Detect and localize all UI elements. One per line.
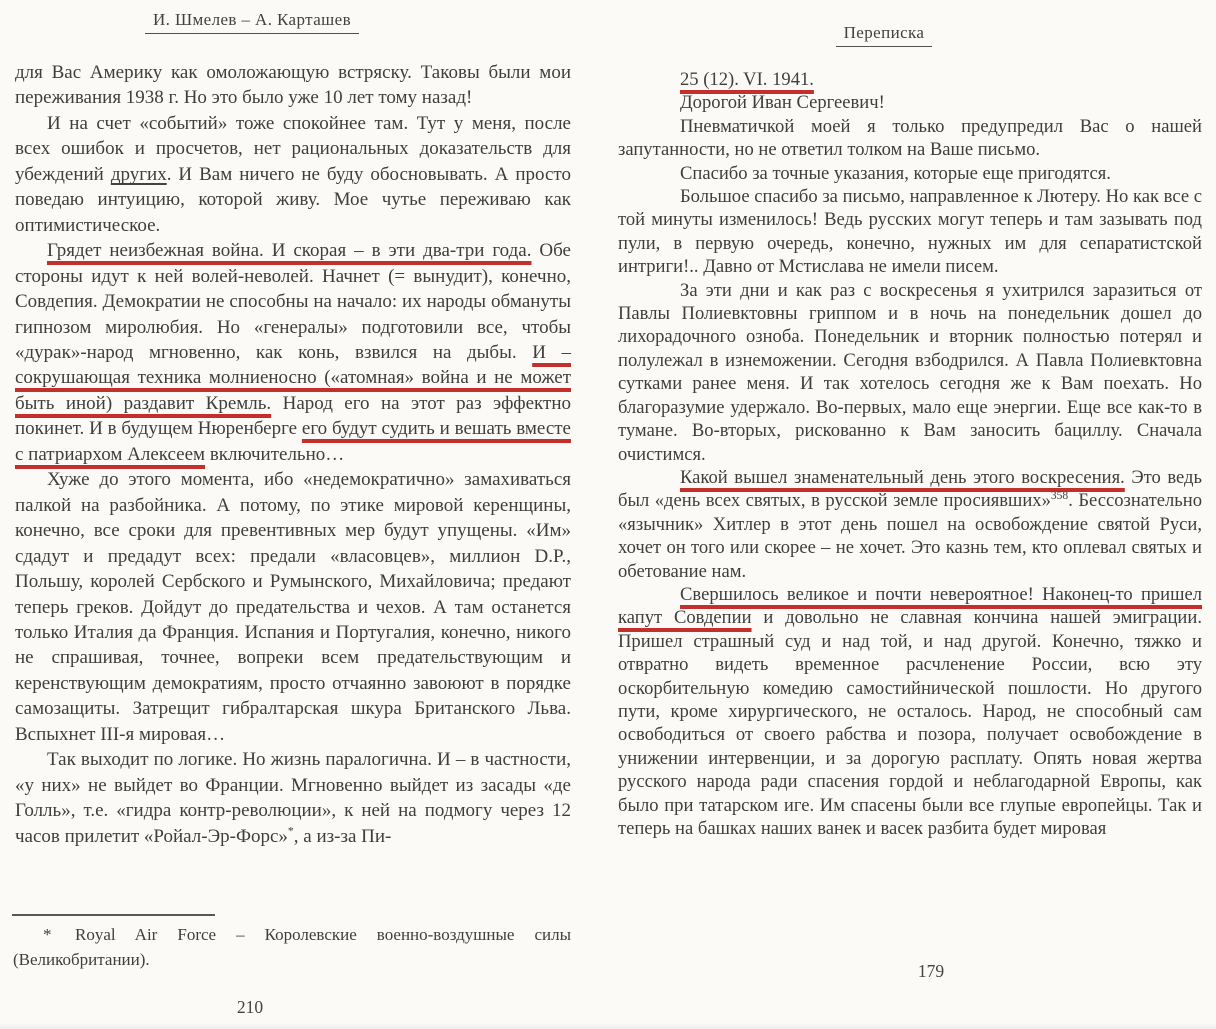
text-segment: За эти дни и как раз с воскресенья я ухитрился заразиться от Павлы Полиевктовны гриппом и в ночь на понедельник дошел до лихорадочного озноба. Понедельник и вторник полностью потерял и полулежал в изнеможении. Сегодня взбодрился. А Павла Полиевктовна сутками ранее меня. И так хотелось сегодня же к Вам поехать. Но благоразумие удержало. Во-первых, мало еще энергии. Еще все как-то в тумане. Во-вторых, рискованно к Вам заносить бациллу. Сначала очистимся. [618, 279, 1202, 465]
text-segment: Спасибо за точные указания, которые еще пригодятся. [680, 162, 1111, 184]
text-segment: Пневматичкой моей я только предупредил Вас о нашей запутанности, но не ответил толком на Ваше письмо. [618, 115, 1202, 161]
text-segment: , а из-за Пи- [293, 825, 392, 847]
text-segment: и довольно не славная кончина нашей эмиграции. Пришел страшный суд и над той, и над другой. Конечно, тяжко и отвратно видеть временное расчленение России, всю эту оскорбительную комедию самостийнической пошлости. Но другого пути, кроме хирургического, не осталось. Народ, не способный сам освободиться от своего рабства и позора, получает освобождение в унижении интервенции, и за дорогую расплату. Опять новая жертва русского народа ради спасения гордой и неблагодарной Европы, как было при татарском иге. Им спасены были все глупые европейцы. Так и теперь на башках наших ванек и васек разбита будет мировая [618, 607, 1202, 839]
paragraph [15, 747, 571, 849]
text-segment-black: других [110, 163, 167, 185]
text-segment: . И Вам ничего не буду обосновывать. А просто поведаю интуицию, которой живу. Мое чутье переживаю как оптимистическое. [15, 163, 571, 236]
paragraph [618, 115, 1202, 162]
text-segment: Народ его на этот раз эффектно покинет. И в будущем Нюренберге [15, 392, 571, 440]
paragraph [618, 279, 1202, 466]
paragraph [15, 238, 571, 467]
text-segment: Обе стороны идут к ней волей-неволей. Начнет (= вынудит), конечно, Совдепия. Демократии не способны на начало: их народы обмануты гипнозом миролюбия. Но «генералы» подготовили все, чтобы «дурак»-народ мгновенно, как конь, взвился на дыбы. [15, 240, 571, 363]
footnote [13, 922, 571, 972]
text-segment: . Бессознательно «язычник» Хитлер в этот день пошел на освобождение святой Руси, хочет он того или скорее – не хочет. Это казнь тем, кто оплевал святых и обетование нам. [618, 490, 1202, 582]
text-segment: включительно… [205, 443, 345, 465]
footnote-marker: * [43, 925, 52, 944]
page-right-body [618, 68, 1202, 840]
running-header-left-text: И. Шмелев – А. Карташев [145, 10, 359, 34]
text-segment: И на счет «событий» тоже спокойнее там. Тут у меня, после всех ошибок и просчетов, нет рациональных доказательств для убеждений [15, 112, 571, 185]
text-segment: Хуже до этого момента, ибо «недемократично» замахиваться палкой на разбойника. А потому, по этике мировой керенщины, конечно, все сроки для превентивных мер будут упущены. «Им» сдадут и предадут всех: предали «власовцев», миллион D.P., Польшу, королей Сербского и Румынского, Михайловича; предают теперь греков. Дойдут до предательства и чехов. А там останется только Италия да Франция. Испания и Португалия, конечно, никого не спрашивая, точнее, вопреки всем предательствующим и керенствующим демократиям, просто отчаянно завоюют в порядке самозащиты. Затрещит гибралтарская шкура Британского Льва. Вспыхнет III-я мировая… [15, 469, 571, 745]
text-segment-red: Какой вышел знаменательный день этого воскресения. [680, 466, 1125, 488]
text-segment-red: Свершилось великое и почти невероятное! Наконец-то пришел капут Совдепии [618, 583, 1202, 629]
page-left [15, 0, 571, 1029]
text-segment-red: 25 (12). VI. 1941. [680, 69, 814, 90]
text-segment: Дорогой Иван Сергеевич! [680, 92, 885, 114]
footnote-divider [12, 914, 215, 916]
paragraph [618, 583, 1202, 840]
text-segment-red: его будут судить и вешать вместе с патриархом Алексеем [15, 418, 571, 465]
text-segment: Большое спасибо за письмо, направленное к Лютеру. Но как все с той минуты изменилось! Ведь русских могут теперь и там зазывать под пули, в первую очередь, конечно, нужных им для сепаратистской интриги!.. Давно от Мстислава не имели писем. [618, 186, 1202, 278]
paragraph [15, 111, 571, 238]
text-segment-red: Грядет неизбежная война. И скорая – в эти два-три года. [47, 240, 532, 262]
paragraph [15, 60, 571, 111]
text-segment-sup: 358 [1050, 490, 1069, 503]
footnote-text: Royal Air Force – Королевские военно-воздушные силы (Великобритании). [13, 925, 571, 969]
paragraph [618, 466, 1202, 583]
paragraph [618, 185, 1202, 279]
page-right [618, 0, 1202, 1029]
paragraph [618, 162, 1202, 185]
paragraph [15, 467, 571, 747]
running-header-right-text: Переписка [836, 23, 933, 47]
paragraph [618, 68, 1202, 91]
page-number-right: 179 [917, 961, 945, 981]
text-segment-red: И – сокрушающая техника молниеносно («атомная» война и не может быть иной) раздавит Кремль. [15, 341, 571, 414]
text-segment: Это ведь был «день всех святых, в русской земле просиявших» [618, 466, 1202, 512]
running-header-left [0, 10, 530, 30]
text-segment-sup: * [287, 824, 294, 838]
text-segment: Так выходит по логике. Но жизнь паралогична. И – в частности, «у них» не выйдет во Франции. Мгновенно выйдет из засады «де Голль», т.е. «гидра контр-революции», к ней на подмогу через 12 часов прилетит «Ройал-Эр-Форс» [15, 749, 571, 847]
page-left-body [15, 60, 571, 849]
text-segment: для Вас Америку как омоложающую встряску. Таковы были мои переживания 1938 г. Но это было уже 10 лет тому назад! [15, 62, 571, 109]
page-number-left: 210 [236, 997, 264, 1017]
paragraph [618, 91, 1202, 114]
running-header-right [592, 23, 1176, 43]
